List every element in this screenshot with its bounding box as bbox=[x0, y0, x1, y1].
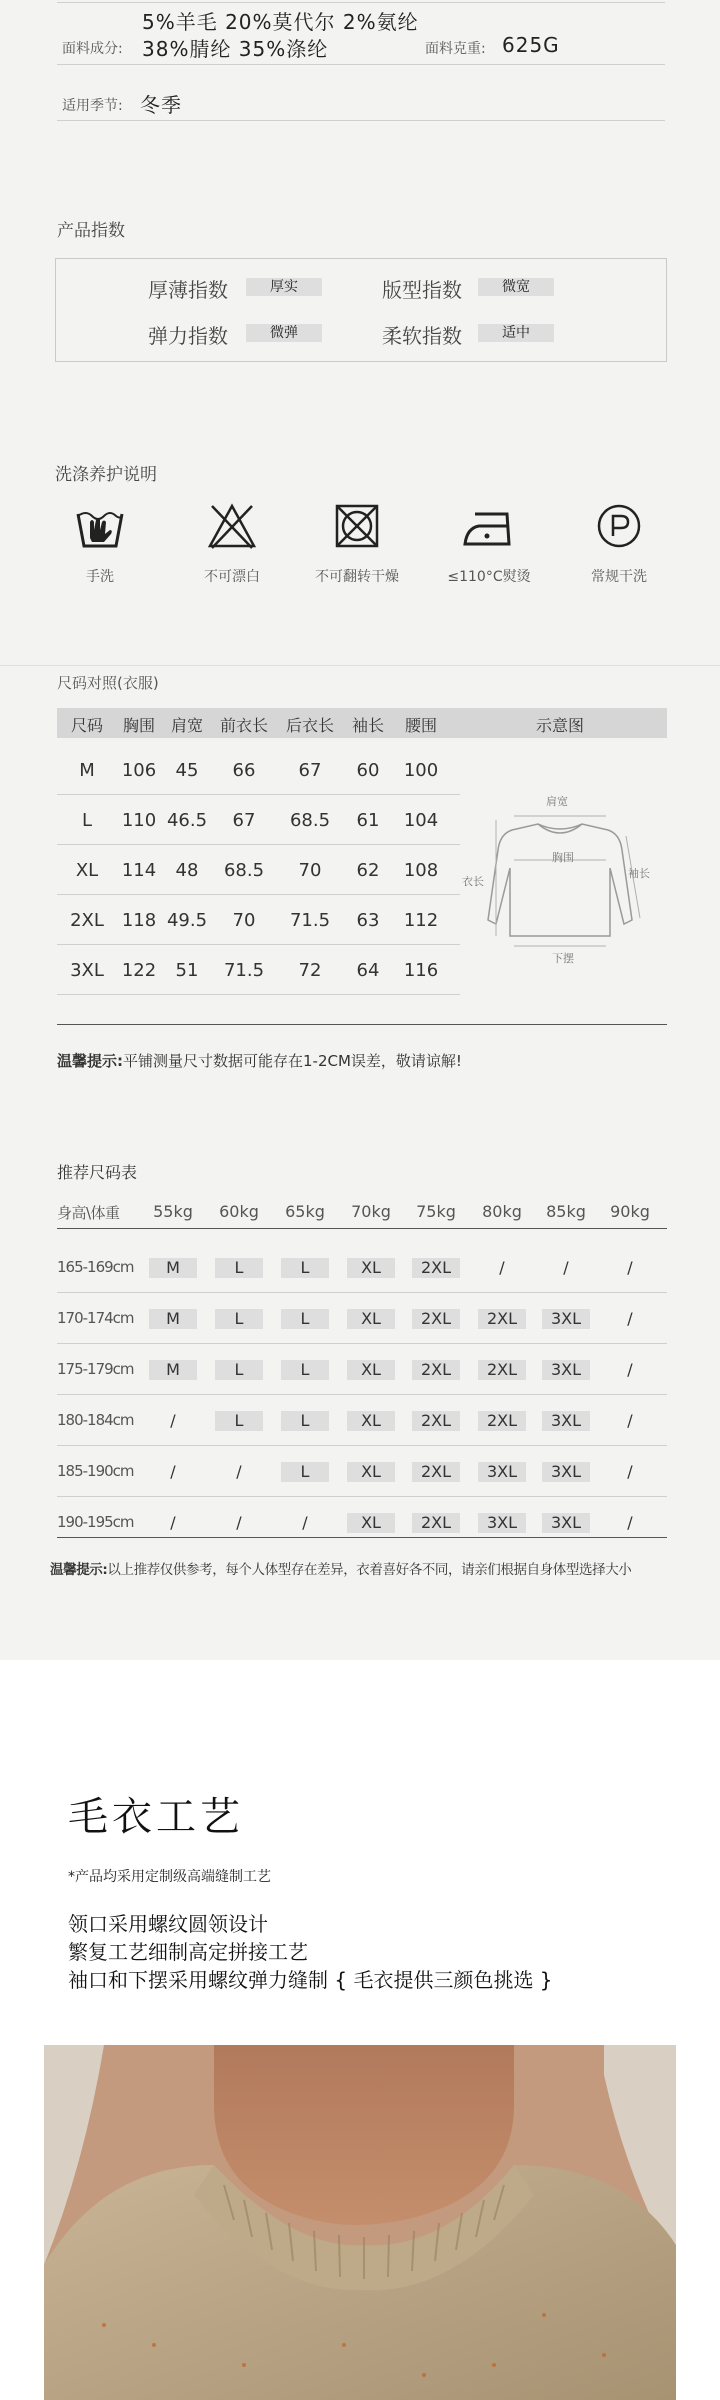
recommend-cell: 2XL bbox=[412, 1462, 460, 1482]
header-size: 尺码 bbox=[70, 716, 103, 735]
header-front-length: 前衣长 bbox=[219, 716, 268, 735]
size-cell: 46.5 bbox=[166, 810, 208, 831]
size-cell-label: 2XL bbox=[70, 910, 104, 931]
recommend-cell: / bbox=[627, 1360, 633, 1379]
recommend-cell: XL bbox=[347, 1513, 395, 1533]
care-title: 洗涤养护说明 bbox=[55, 465, 157, 485]
height-label: 175-179cm bbox=[57, 1360, 134, 1378]
divider bbox=[57, 64, 665, 65]
recommend-cell: / bbox=[627, 1411, 633, 1430]
row-divider bbox=[57, 894, 460, 895]
size-cell: 68.5 bbox=[289, 810, 331, 831]
diagram-chest-label: 胸围 bbox=[552, 851, 574, 864]
recommend-cell: XL bbox=[347, 1258, 395, 1278]
header-diagram: 示意图 bbox=[535, 716, 584, 735]
size-cell: 49.5 bbox=[166, 910, 208, 931]
care-label: 手洗 bbox=[86, 569, 114, 585]
size-cell: 63 bbox=[356, 910, 380, 931]
recommend-cell: / bbox=[170, 1513, 176, 1532]
no-tumble-dry-icon bbox=[331, 500, 383, 552]
recommend-cell: L bbox=[215, 1360, 263, 1380]
header-back-length: 后衣长 bbox=[285, 716, 334, 735]
care-item-iron bbox=[444, 500, 534, 586]
season-value: 冬季 bbox=[140, 93, 182, 117]
recommend-cell: / bbox=[627, 1513, 633, 1532]
size-cell: 108 bbox=[403, 860, 439, 881]
recommend-cell: / bbox=[170, 1462, 176, 1481]
row-divider bbox=[57, 1343, 667, 1344]
recommend-cell: 3XL bbox=[478, 1462, 526, 1482]
product-index-title: 产品指数 bbox=[57, 221, 125, 241]
recommend-cell: 2XL bbox=[412, 1309, 460, 1329]
height-label: 170-174cm bbox=[57, 1309, 134, 1327]
divider bbox=[57, 2, 665, 3]
fit-value: 微宽 bbox=[478, 278, 554, 296]
craft-line: 领口采用螺纹圆领设计 bbox=[68, 1912, 268, 1936]
recommend-cell: 3XL bbox=[542, 1309, 590, 1329]
recommend-cell: 3XL bbox=[478, 1513, 526, 1533]
care-item-no-bleach bbox=[187, 500, 277, 586]
recommend-cell: / bbox=[236, 1513, 242, 1532]
size-cell: 66 bbox=[232, 760, 256, 781]
recommend-note-text: 以上推荐仅供参考，每个人体型存在差异，衣着喜好各不同，请亲们根据自身体型选择大小 bbox=[107, 1562, 632, 1578]
recommend-cell: / bbox=[563, 1258, 569, 1277]
care-label: 不可漂白 bbox=[204, 569, 260, 585]
recommend-cell: / bbox=[627, 1258, 633, 1277]
fit-label: 版型指数 bbox=[382, 278, 462, 302]
weight-header: 85kg bbox=[546, 1202, 586, 1221]
header-shoulder: 肩宽 bbox=[170, 716, 203, 735]
size-cell: 48 bbox=[175, 860, 199, 881]
row-divider bbox=[57, 844, 460, 845]
hand-wash-icon bbox=[74, 500, 126, 552]
size-cell: 114 bbox=[121, 860, 157, 881]
recommend-cell: 2XL bbox=[412, 1411, 460, 1431]
size-cell: 112 bbox=[403, 910, 439, 931]
recommend-cell: M bbox=[149, 1309, 197, 1329]
diagram-hem-label: 下摆 bbox=[552, 952, 574, 965]
size-cell: 60 bbox=[356, 760, 380, 781]
divider bbox=[57, 1537, 667, 1538]
size-cell: 71.5 bbox=[289, 910, 331, 931]
dry-clean-icon bbox=[593, 500, 645, 552]
size-cell-label: 3XL bbox=[70, 960, 104, 981]
recommend-cell: 3XL bbox=[542, 1360, 590, 1380]
care-label: ≤110°C熨烫 bbox=[447, 569, 531, 585]
iron-icon bbox=[461, 500, 517, 552]
divider bbox=[57, 1228, 667, 1229]
softness-value: 适中 bbox=[478, 324, 554, 342]
care-item-hand-wash bbox=[55, 500, 145, 586]
weight-header: 75kg bbox=[416, 1202, 456, 1221]
weight-header: 80kg bbox=[482, 1202, 522, 1221]
height-label: 185-190cm bbox=[57, 1462, 134, 1480]
elasticity-label: 弹力指数 bbox=[148, 324, 228, 348]
size-cell: 45 bbox=[175, 760, 199, 781]
elasticity-value: 微弹 bbox=[246, 324, 322, 342]
recommend-cell: 3XL bbox=[542, 1411, 590, 1431]
recommend-cell: 3XL bbox=[542, 1513, 590, 1533]
header-waist: 腰围 bbox=[404, 716, 437, 735]
size-cell: 72 bbox=[298, 960, 322, 981]
composition-label: 面料成分: bbox=[62, 41, 123, 57]
row-divider bbox=[57, 944, 460, 945]
size-cell: 68.5 bbox=[223, 860, 265, 881]
row-divider bbox=[57, 1292, 667, 1293]
recommend-cell: 2XL bbox=[478, 1411, 526, 1431]
row-divider bbox=[57, 994, 460, 995]
recommend-cell: L bbox=[281, 1309, 329, 1329]
size-cell: 118 bbox=[121, 910, 157, 931]
weight-header: 60kg bbox=[219, 1202, 259, 1221]
height-label: 165-169cm bbox=[57, 1258, 134, 1276]
size-cell: 70 bbox=[232, 910, 256, 931]
composition-line2: 38%腈纶 35%涤纶 bbox=[142, 37, 329, 61]
weight-header: 55kg bbox=[153, 1202, 193, 1221]
recommend-cell: L bbox=[281, 1462, 329, 1482]
weight-header: 90kg bbox=[610, 1202, 650, 1221]
size-cell: 64 bbox=[356, 960, 380, 981]
size-cell: 61 bbox=[356, 810, 380, 831]
divider bbox=[0, 665, 720, 666]
recommend-cell: 2XL bbox=[478, 1309, 526, 1329]
craft-subtitle: *产品均采用定制级高端缝制工艺 bbox=[68, 1869, 271, 1885]
recommend-cell: L bbox=[215, 1411, 263, 1431]
recommend-cell: L bbox=[215, 1309, 263, 1329]
size-cell: 110 bbox=[121, 810, 157, 831]
recommend-cell: 2XL bbox=[412, 1360, 460, 1380]
craft-line: 袖口和下摆采用螺纹弹力缝制 { 毛衣提供三颜色挑选 } bbox=[68, 1968, 553, 1992]
recommend-cell: / bbox=[236, 1462, 242, 1481]
composition-line1: 5%羊毛 20%莫代尔 2%氨纶 bbox=[142, 10, 419, 34]
recommend-note-bold: 温馨提示: bbox=[50, 1562, 108, 1578]
recommend-cell: / bbox=[627, 1462, 633, 1481]
size-cell-label: M bbox=[79, 760, 95, 781]
weight-header: 65kg bbox=[285, 1202, 325, 1221]
recommend-cell: L bbox=[215, 1258, 263, 1278]
thickness-label: 厚薄指数 bbox=[148, 278, 228, 302]
recommend-cell: / bbox=[170, 1411, 176, 1430]
header-sleeve: 袖长 bbox=[351, 716, 384, 735]
size-cell: 71.5 bbox=[223, 960, 265, 981]
recommend-cell: / bbox=[302, 1513, 308, 1532]
recommend-cell: L bbox=[281, 1258, 329, 1278]
recommend-cell: XL bbox=[347, 1411, 395, 1431]
size-chart-title: 尺码对照(衣服) bbox=[57, 674, 159, 692]
recommend-cell: 3XL bbox=[542, 1462, 590, 1482]
size-cell-label: L bbox=[81, 810, 93, 831]
recommend-cell: XL bbox=[347, 1360, 395, 1380]
recommend-cell: M bbox=[149, 1258, 197, 1278]
recommend-cell: 2XL bbox=[478, 1360, 526, 1380]
recommend-cell: / bbox=[499, 1258, 505, 1277]
diagram-sleeve-label: 袖长 bbox=[628, 867, 650, 880]
size-cell: 70 bbox=[298, 860, 322, 881]
recommend-cell: L bbox=[281, 1360, 329, 1380]
row-divider bbox=[57, 1445, 667, 1446]
recommend-cell: L bbox=[281, 1411, 329, 1431]
recommend-cell: 2XL bbox=[412, 1258, 460, 1278]
row-divider bbox=[57, 1496, 667, 1497]
size-cell: 116 bbox=[403, 960, 439, 981]
care-label: 不可翻转干燥 bbox=[315, 569, 399, 585]
recommend-cell: / bbox=[627, 1309, 633, 1328]
care-item-no-tumble-dry bbox=[312, 500, 402, 586]
header-chest: 胸围 bbox=[122, 716, 155, 735]
craft-line: 繁复工艺细制高定拼接工艺 bbox=[68, 1940, 308, 1964]
recommend-title: 推荐尺码表 bbox=[57, 1163, 138, 1182]
product-index-box bbox=[55, 258, 667, 362]
diagram-shoulder-label: 肩宽 bbox=[546, 795, 568, 808]
size-note bbox=[57, 1050, 462, 1071]
size-note-bold: 温馨提示: bbox=[57, 1052, 123, 1070]
softness-label: 柔软指数 bbox=[382, 324, 462, 348]
divider bbox=[57, 1024, 667, 1025]
season-label: 适用季节: bbox=[62, 98, 123, 114]
care-label: 常规干洗 bbox=[591, 569, 647, 585]
weight-label: 面料克重: bbox=[425, 41, 486, 57]
care-item-dry-clean bbox=[574, 500, 664, 586]
size-cell: 51 bbox=[175, 960, 199, 981]
size-cell: 106 bbox=[121, 760, 157, 781]
recommend-cell: XL bbox=[347, 1309, 395, 1329]
size-cell: 67 bbox=[298, 760, 322, 781]
size-cell: 122 bbox=[121, 960, 157, 981]
recommend-cell: M bbox=[149, 1360, 197, 1380]
weight-header: 70kg bbox=[351, 1202, 391, 1221]
diagram-length-label: 衣长 bbox=[462, 875, 484, 888]
row-divider bbox=[57, 1394, 667, 1395]
size-cell: 67 bbox=[232, 810, 256, 831]
height-label: 180-184cm bbox=[57, 1411, 134, 1429]
craft-lines bbox=[68, 1910, 553, 1994]
recommend-cell: 2XL bbox=[412, 1513, 460, 1533]
size-cell: 100 bbox=[403, 760, 439, 781]
size-cell: 62 bbox=[356, 860, 380, 881]
weight-value: 625G bbox=[502, 33, 560, 57]
craft-title: 毛衣工艺 bbox=[68, 1794, 244, 1840]
thickness-value: 厚实 bbox=[246, 278, 322, 296]
size-note-text: 平铺测量尺寸数据可能存在1-2CM误差，敬请谅解! bbox=[123, 1052, 462, 1070]
height-label: 190-195cm bbox=[57, 1513, 134, 1531]
recommend-cell: XL bbox=[347, 1462, 395, 1482]
size-cell-label: XL bbox=[75, 860, 99, 881]
row-divider bbox=[57, 794, 460, 795]
recommend-note bbox=[50, 1558, 631, 1578]
recommend-corner: 身高\体重 bbox=[57, 1204, 120, 1222]
size-cell: 104 bbox=[403, 810, 439, 831]
no-bleach-icon bbox=[206, 500, 258, 552]
divider bbox=[57, 120, 665, 121]
sweater-collar-photo bbox=[44, 2045, 676, 2400]
